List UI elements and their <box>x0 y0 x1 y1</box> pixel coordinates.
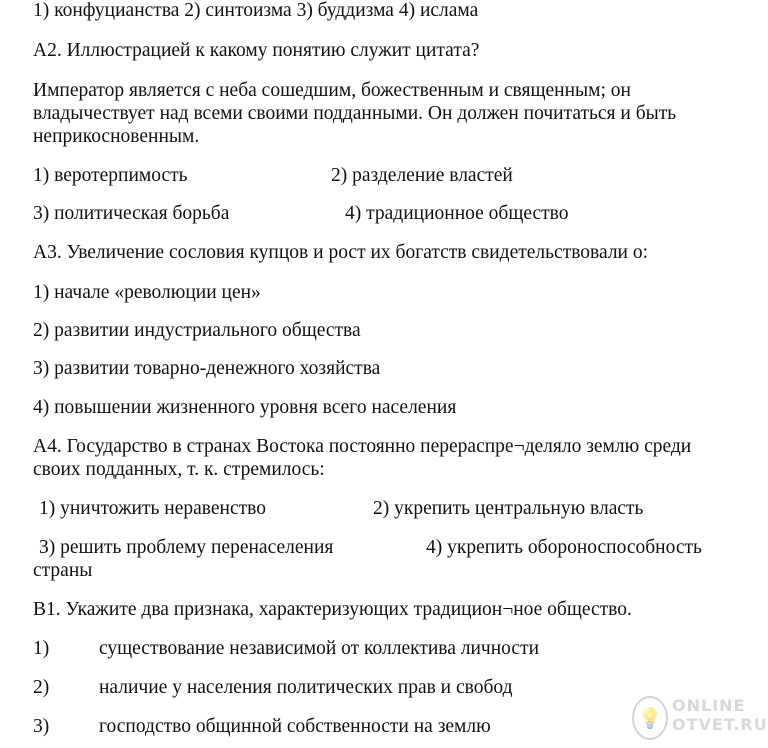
a4-option-2: 2) укрепить центральную власть <box>373 498 644 519</box>
a3-option-2: 2) развитии индустриального общества <box>33 320 361 341</box>
watermark <box>632 694 768 744</box>
lightbulb-icon: 💡 <box>632 696 668 740</box>
b1-item-3-number: 3) <box>33 716 50 737</box>
b1-item-3-text: господство общинной собственности на землю <box>99 716 491 737</box>
a2-question: А2. Иллюстрацией к какому понятию служит цитата? <box>33 40 480 61</box>
a2-option-3: 3) политическая борьба <box>33 203 230 224</box>
b1-item-1-text: существование независимой от коллектива личности <box>99 638 540 659</box>
a4-option-1: 1) уничтожить неравенство <box>39 498 266 519</box>
a2-option-4: 4) традиционное общество <box>345 203 569 224</box>
a4-option-3: 3) решить проблему перенаселения <box>39 537 334 558</box>
b1-item-2-text: наличие у населения политических прав и свобод <box>99 677 513 698</box>
b1-question: В1. Укажите два признака, характеризующих традицион¬ное общество. <box>33 599 632 620</box>
b1-item-2-number: 2) <box>33 677 50 698</box>
a3-option-3: 3) развитии товарно-денежного хозяйства <box>33 358 381 379</box>
watermark-line-2: OTVET.RU <box>672 715 768 734</box>
watermark-text <box>672 696 768 734</box>
a2-option-1: 1) веротерпимость <box>33 165 188 186</box>
a2-quote-line-2: владычествует над всеми своими подданными. Он должен почитаться и быть <box>33 103 677 124</box>
a4-question-line-1: А4. Государство в странах Востока постоянно перераспре¬деляло землю среди <box>33 436 692 457</box>
a3-option-4: 4) повышении жизненного уровня всего населения <box>33 397 457 418</box>
a4-question-line-2: своих подданных, т. к. стремилось: <box>33 459 325 480</box>
b1-item-1-number: 1) <box>33 638 50 659</box>
a2-option-2: 2) разделение властей <box>331 165 513 186</box>
a2-quote-line-3: неприкосновенным. <box>33 126 200 147</box>
a3-question: А3. Увеличение сословия купцов и рост их богатств свидетельствовали о: <box>33 242 649 263</box>
a4-option-4: 4) укрепить обороноспособность <box>426 537 702 558</box>
a4-option-4-continued: страны <box>33 560 93 581</box>
a3-option-1: 1) начале «революции цен» <box>33 282 261 303</box>
a2-quote-line-1: Император является с неба сошедшим, божественным и священным; он <box>33 80 631 101</box>
q1-options: 1) конфуцианства 2) синтоизма 3) буддизма 4) ислама <box>33 0 479 21</box>
watermark-line-1: ONLINE <box>672 696 746 715</box>
